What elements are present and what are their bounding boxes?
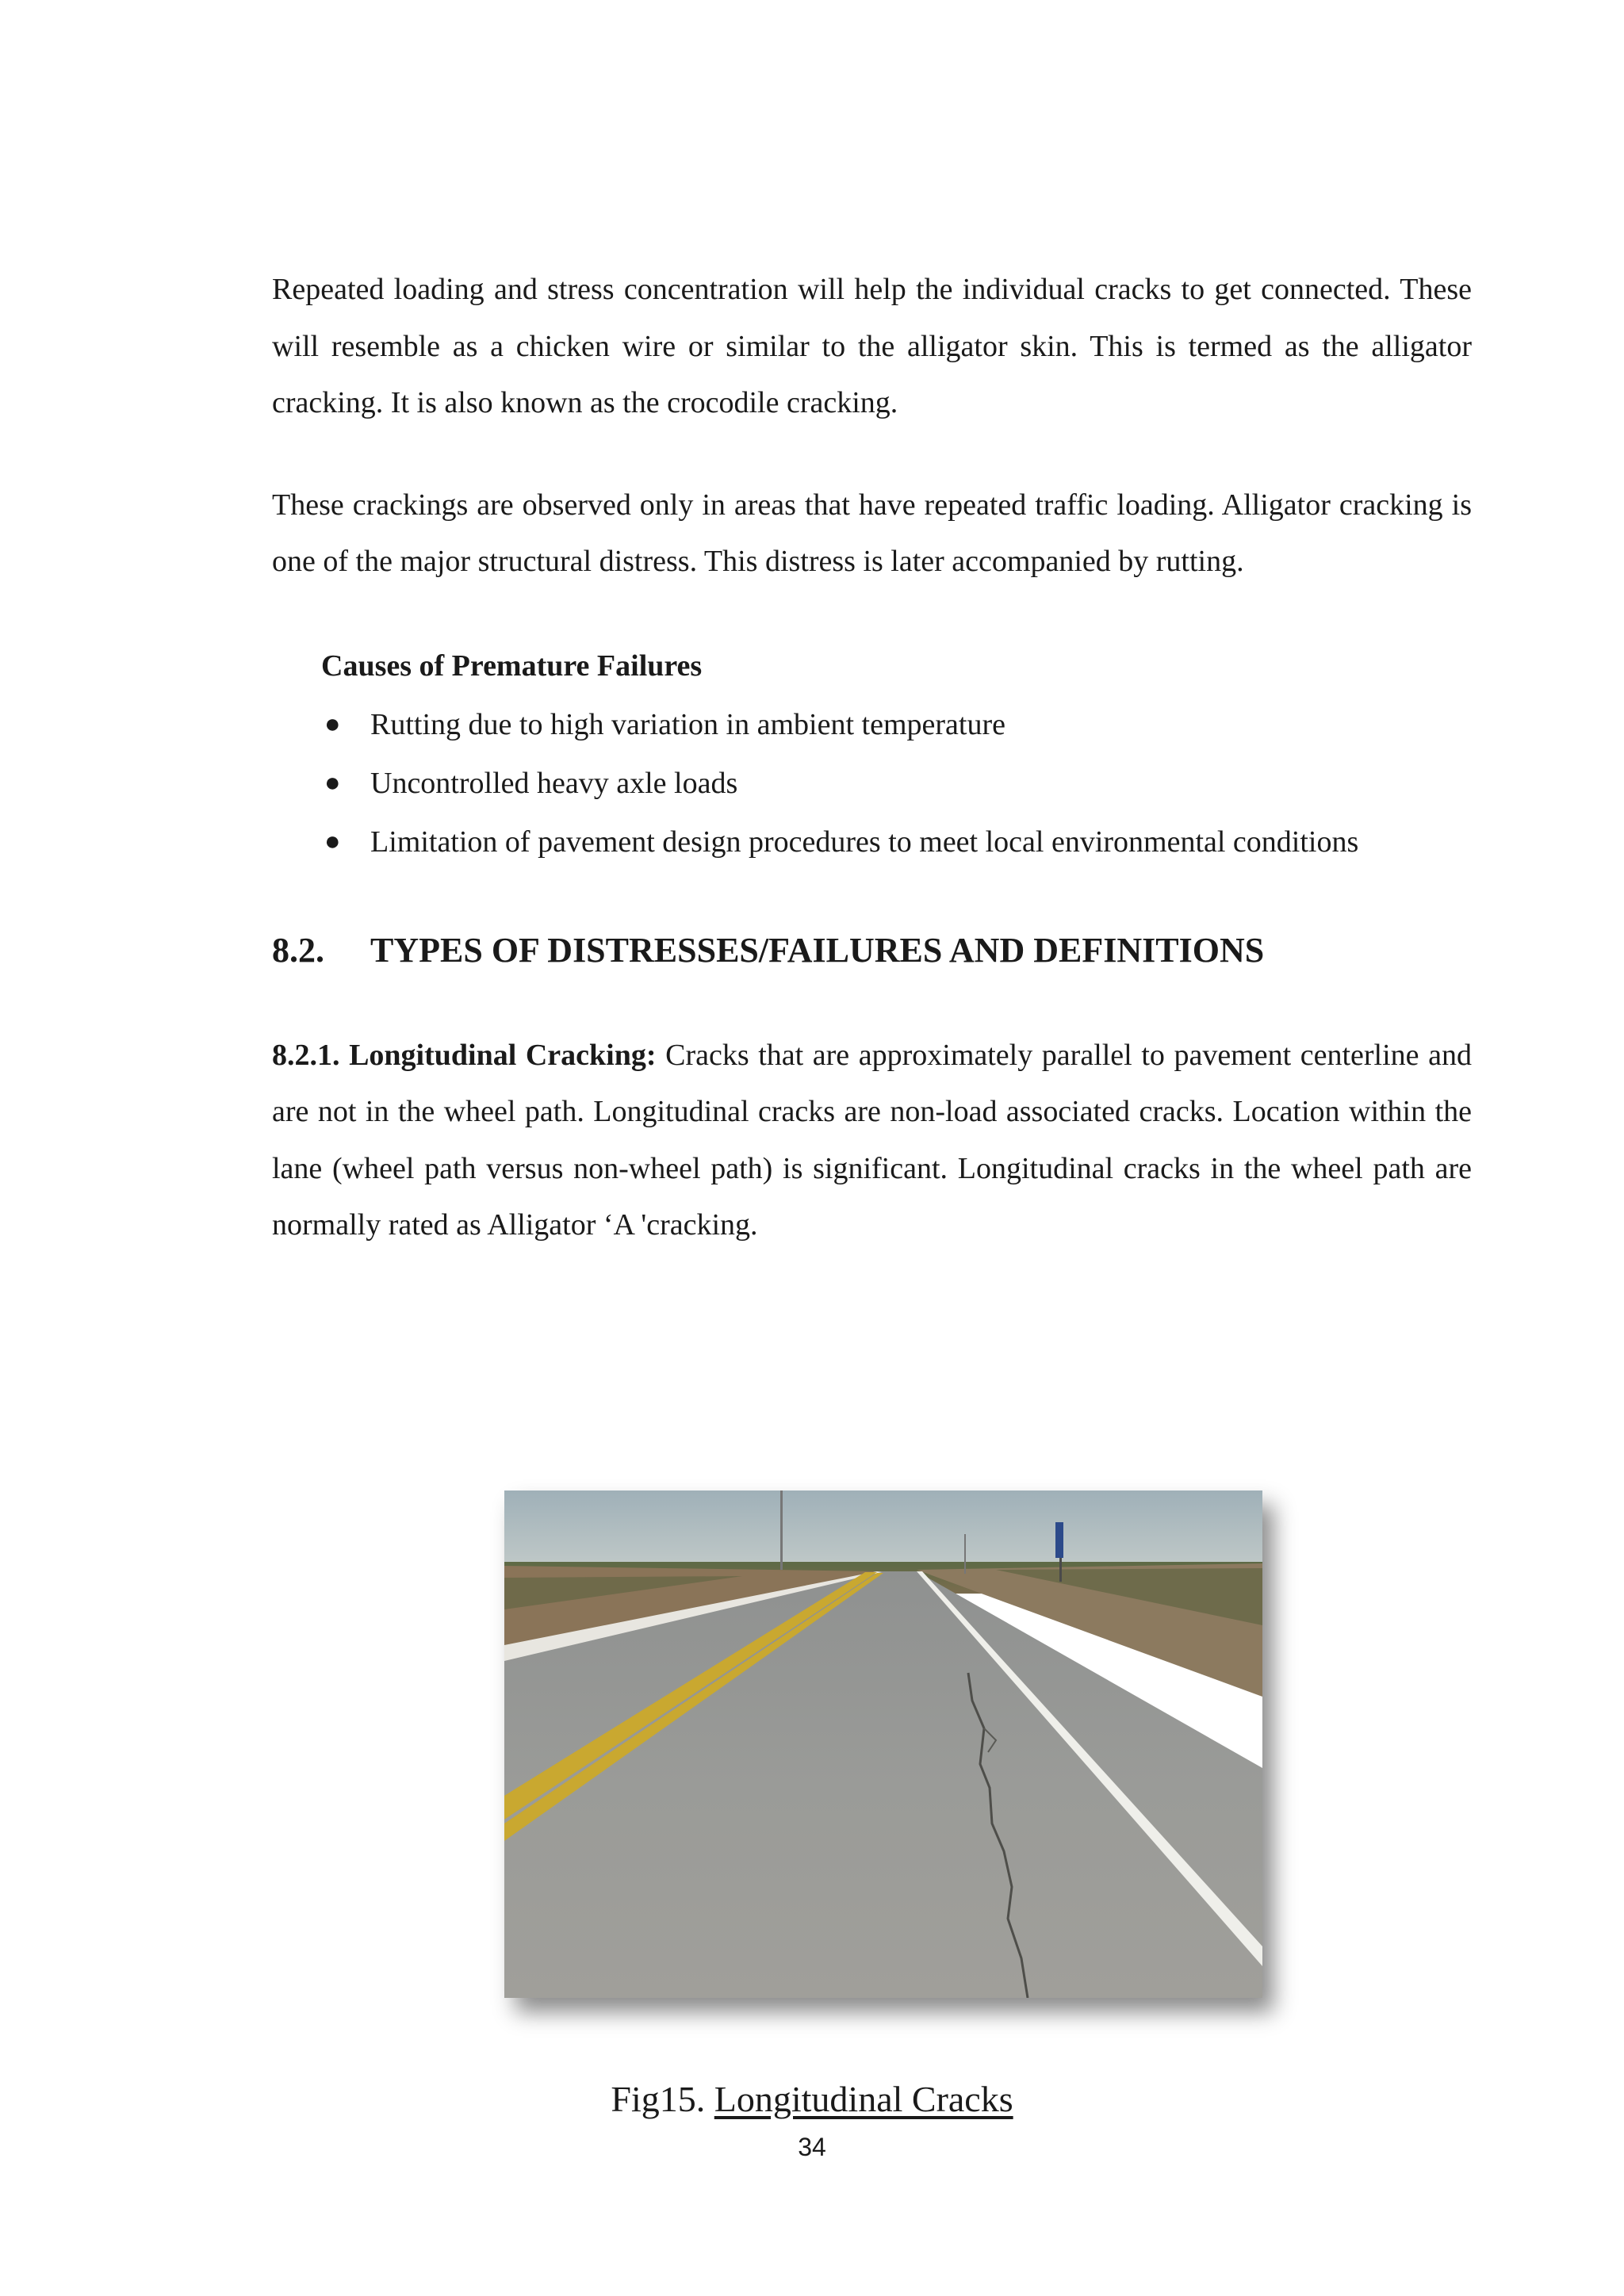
subsection-lead: 8.2.1. Longitudinal Cracking: [272,1038,657,1072]
road-photo [504,1490,1262,1998]
causes-section [321,637,1472,871]
bullet-icon: ● [324,709,341,739]
subsection-text: Cracks that are approximately parallel to pavement centerline and are not in the wheel path. Longitudinal cracks are non-load associated cracks. Location within the lane (wheel path versus non-wheel path) is significant. Longitudinal cracks in the wheel path are normally rated as Alligator ‘A 'cracking. [272,1038,1472,1242]
caption-label: Longitudinal Cracks [714,2079,1013,2119]
list-item: ● Rutting due to high variation in ambient temperature [321,695,1472,754]
paragraph-traffic-loading: These crackings are observed only in areas that have repeated traffic loading. Alligator cracking is one of the major structural distress. This distress is later accompanied by rutting. [272,488,1472,578]
subsection-paragraph [272,1027,1472,1254]
paragraph-alligator-cracking: Repeated loading and stress concentration will help the individual cracks to get connected. These will resemble as a chicken wire or similar to the alligator skin. This is termed as the alligator cracking. It is also known as the crocodile cracking. [272,273,1472,419]
bullet-icon: ● [324,826,341,856]
list-item: ● Uncontrolled heavy axle loads [321,754,1472,813]
list-item: ● Limitation of pavement design procedures to meet local environmental conditions [321,813,1472,871]
section-title: TYPES OF DISTRESSES/FAILURES AND DEFINITIONS [370,930,1265,970]
causes-list [321,695,1472,871]
figure-caption [0,2076,1624,2123]
causes-title: Causes of Premature Failures [321,649,703,683]
caption-prefix: Fig15. [611,2079,714,2119]
section-number: 8.2. [272,930,324,970]
page-number: 34 [798,2133,826,2161]
page-content [272,262,1472,1284]
section-heading [272,927,1472,974]
bullet-icon: ● [324,767,341,798]
